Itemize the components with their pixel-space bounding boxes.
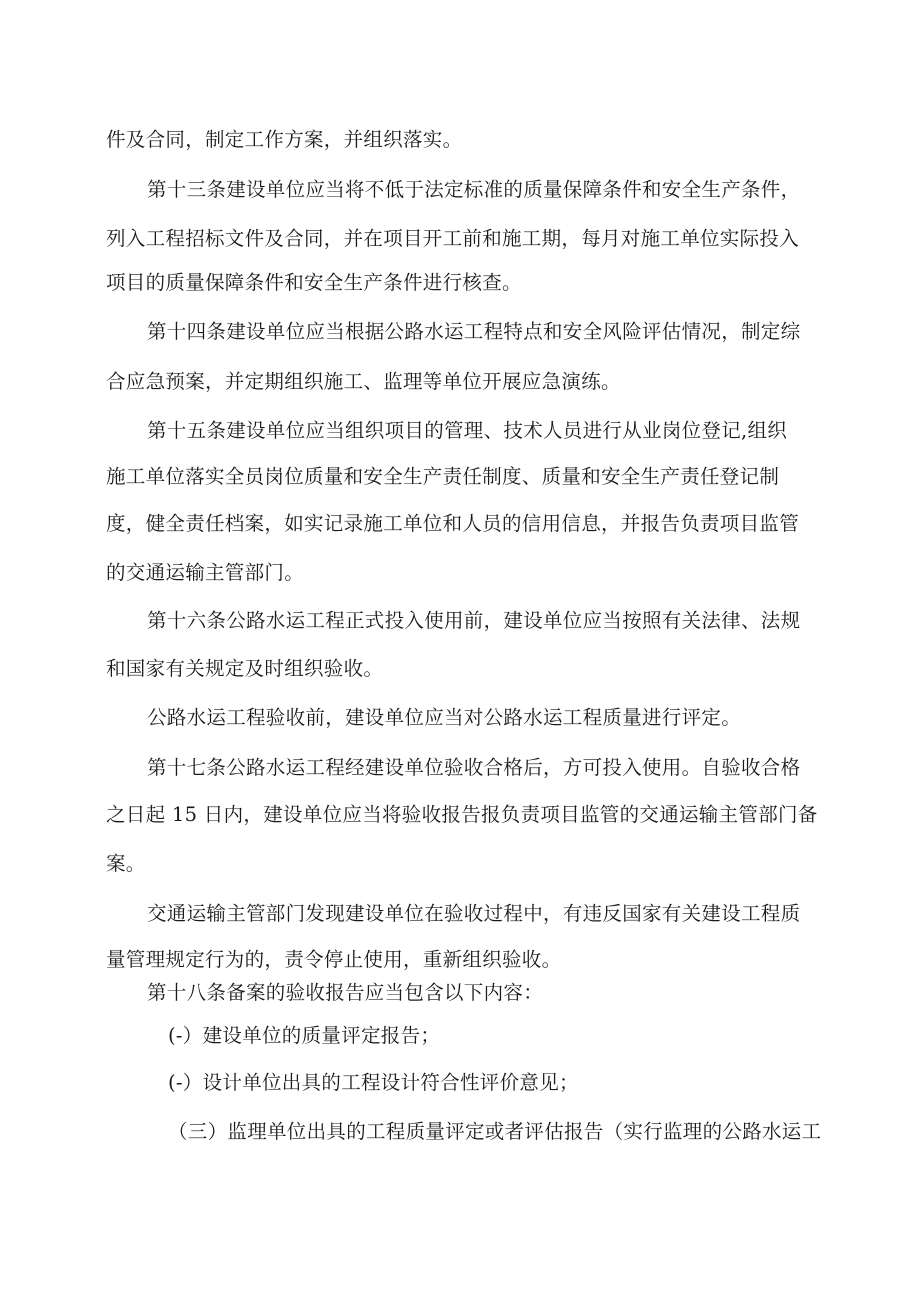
text-line: （三）监理单位出具的工程质量评定或者评估报告（实行监理的公路水运工 [168,1120,822,1143]
text-line: 项目的质量保障条件和安全生产条件进行核查。 [106,271,522,294]
text-line: 之日起 15 日内，建设单位应当将验收报告报负责项目监管的交通运输主管部门备 [106,803,818,826]
text-line: 第十八条备案的验收报告应当包含以下内容： [147,981,544,1004]
text-line: 施工单位落实全员岗位质量和安全生产责任制度、质量和安全生产责任登记制 [106,465,780,488]
text-line: 和国家有关规定及时组织验收。 [106,657,384,680]
text-line: 第十五条建设单位应当组织项目的管理、技术人员进行从业岗位登记,组织 [147,419,788,442]
text-line: 第十七条公路水运工程经建设单位验收合格后，方可投入使用。自验收合格 [147,756,801,779]
text-line: 案。 [106,852,146,875]
text-line: 公路水运工程验收前，建设单位应当对公路水运工程质量进行评定。 [147,706,742,729]
text-line: 合应急预案，并定期组织施工、监理等单位开展应急演练。 [106,370,621,393]
text-line: 量管理规定行为的，责令停止使用，重新组织验收。 [106,948,562,971]
text-line: 第十六条公路水运工程正式投入使用前，建设单位应当按照有关法律、法规 [147,609,801,632]
text-line: 件及合同，制定工作方案，并组织落实。 [106,128,463,151]
text-line: 第十四条建设单位应当根据公路水运工程特点和安全风险评估情况，制定综 [147,320,801,343]
text-line: 度，健全责任档案，如实记录施工单位和人员的信用信息，并报告负责项目监管 [106,512,800,535]
text-line: 交通运输主管部门发现建设单位在验收过程中，有违反国家有关建设工程质 [147,902,801,925]
text-line: (-）设计单位出具的工程设计符合性评价意见； [168,1071,579,1094]
text-line: (-）建设单位的质量评定报告； [168,1024,441,1047]
text-line: 的交通运输主管部门。 [106,561,305,584]
text-line: 第十三条建设单位应当将不低于法定标准的质量保障条件和安全生产条件， [147,178,801,201]
text-line: 列入工程招标文件及合同，并在项目开工前和施工期，每月对施工单位实际投入 [106,227,800,250]
